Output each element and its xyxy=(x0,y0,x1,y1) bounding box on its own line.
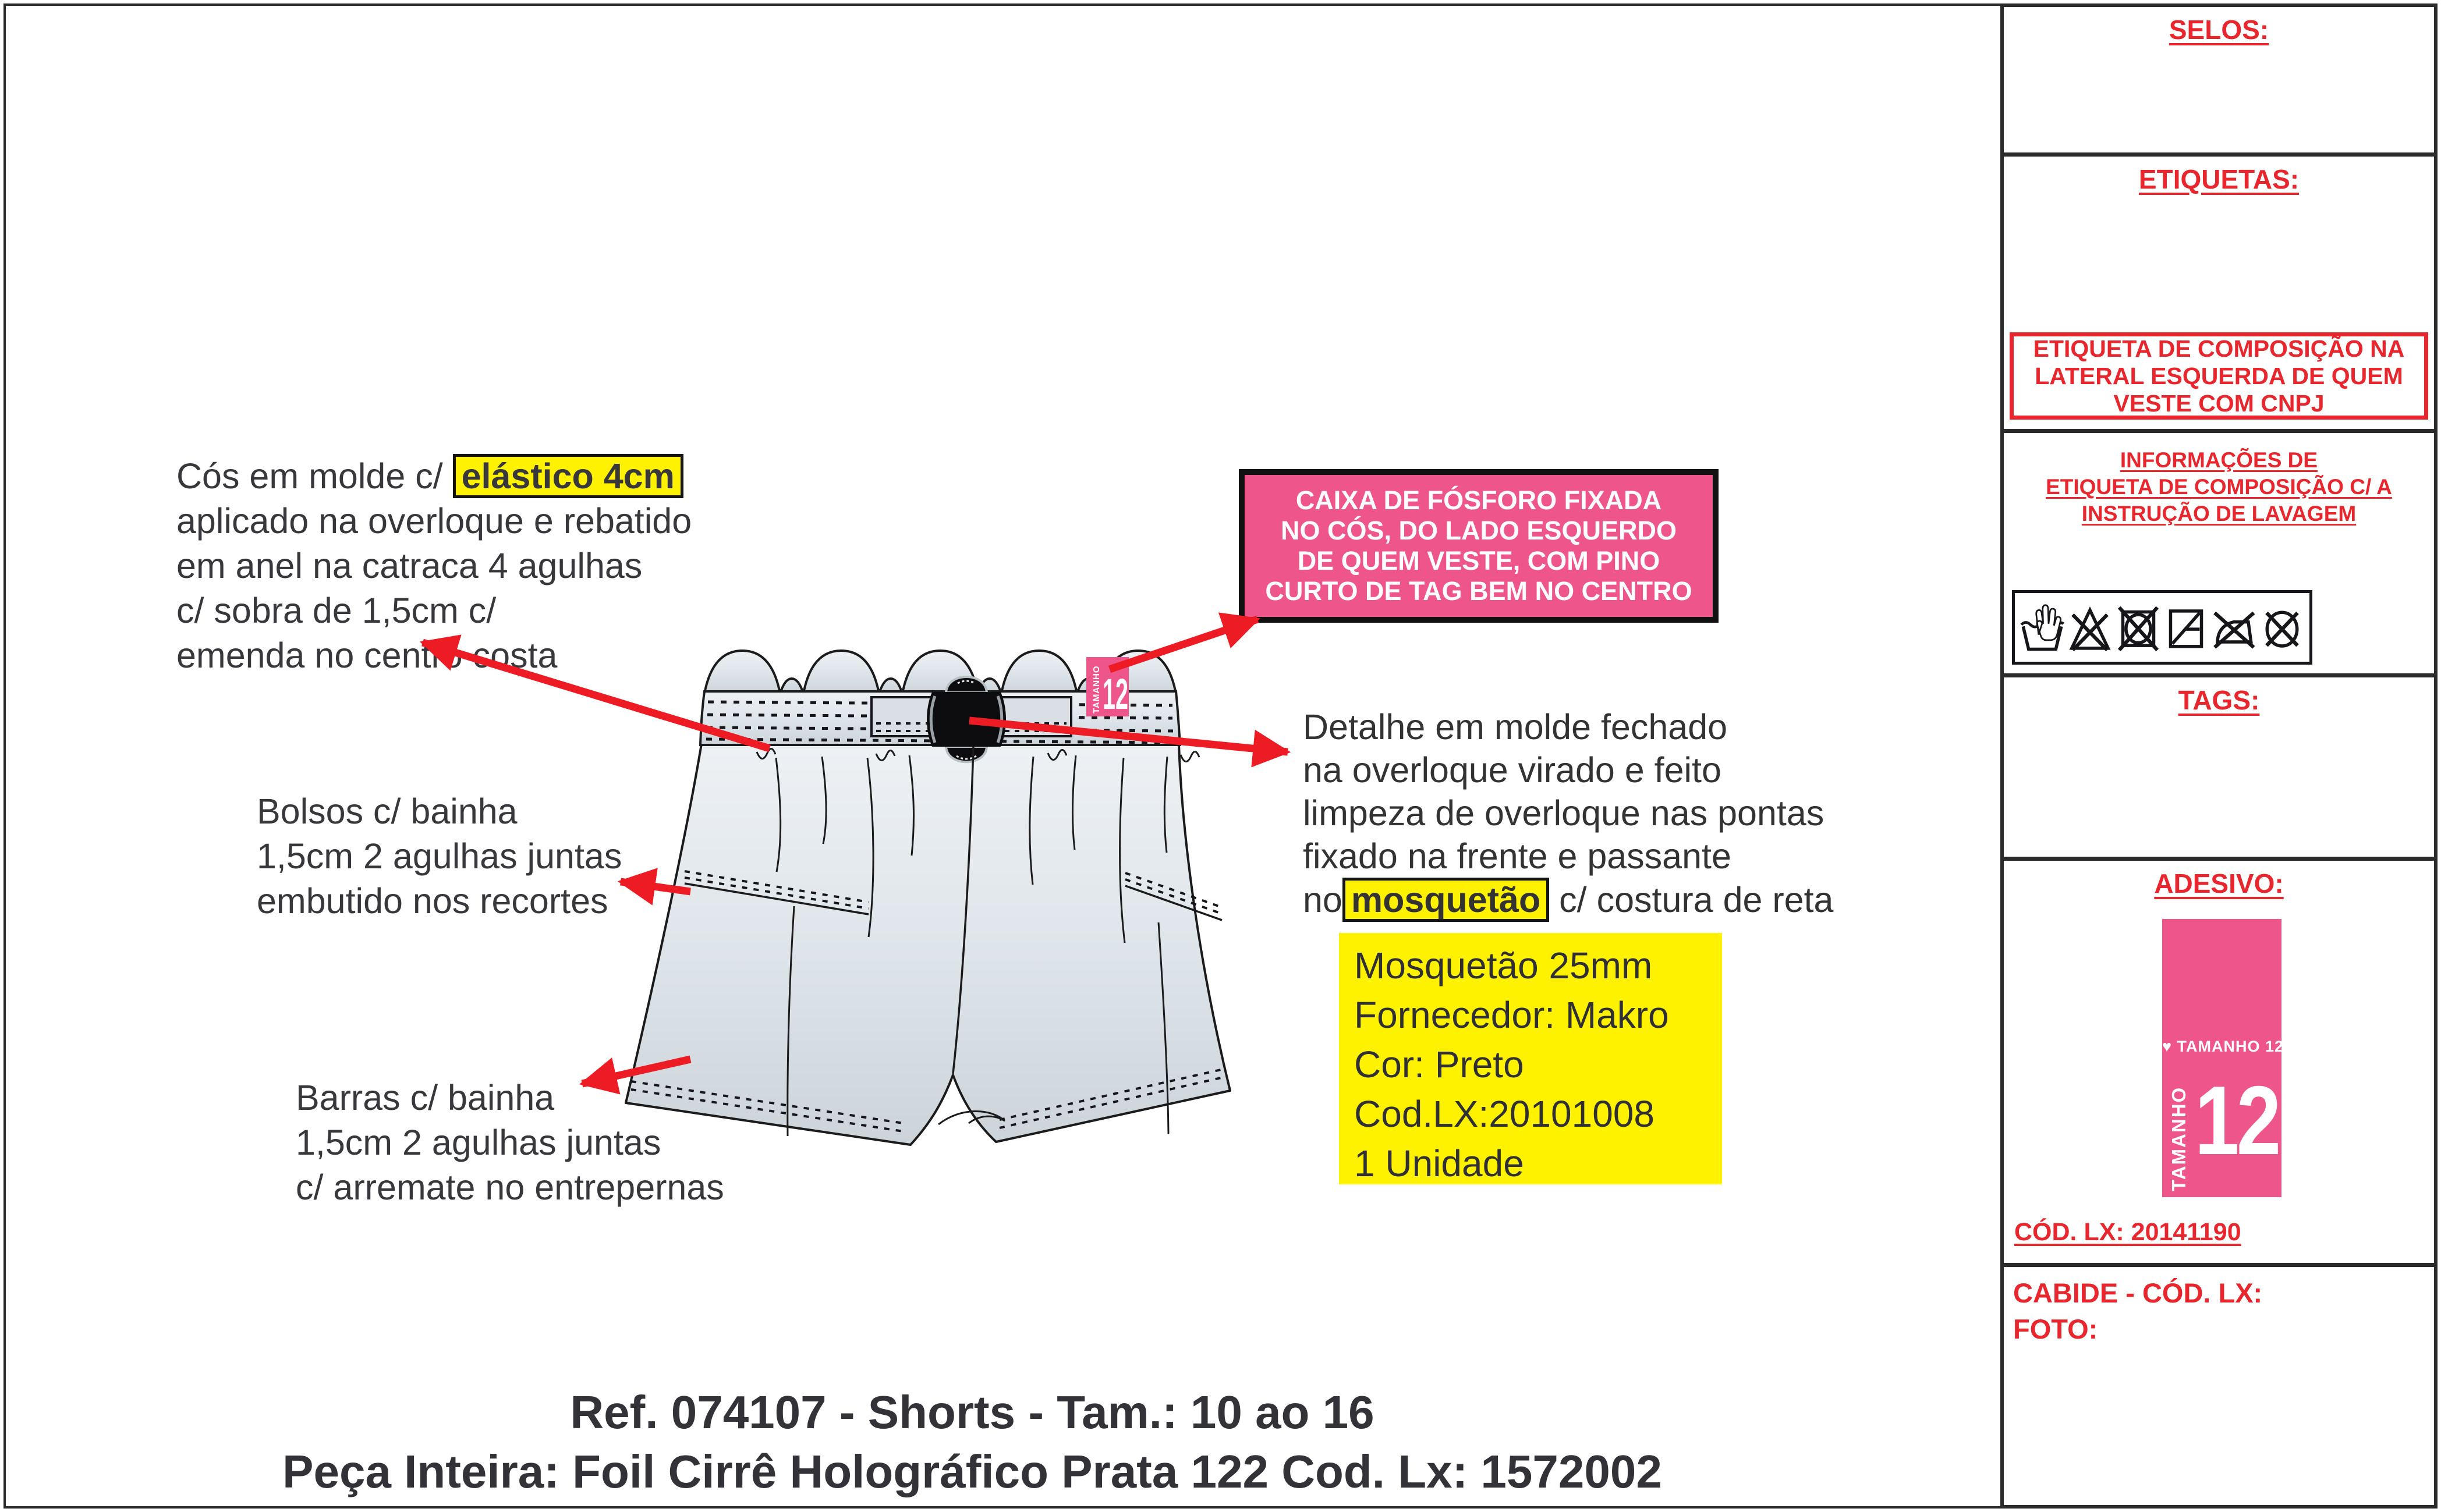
tags-title: TAGS: xyxy=(2178,685,2260,715)
annotation-line: na overloque virado e feito xyxy=(1303,750,1721,790)
annotation-buckle-detail xyxy=(1303,705,1833,922)
hardware-line: Cod.LX:20101008 xyxy=(1354,1093,1655,1135)
annotation-line: em anel na catraca 4 agulhas xyxy=(176,546,643,585)
sidebar-section-adesivo xyxy=(2004,861,2434,1267)
hardware-line: Fornecedor: Makro xyxy=(1354,994,1669,1036)
care-info-line: ETIQUETA DE COMPOSIÇÃO C/ A xyxy=(2046,475,2392,499)
sidebar xyxy=(2000,3,2438,1509)
sidebar-section-tags xyxy=(2004,677,2434,861)
do-not-dry-clean-icon xyxy=(2259,597,2305,658)
matchbox-line: CURTO DE TAG BEM NO CENTRO xyxy=(1265,576,1692,606)
hardware-spec-box xyxy=(1339,933,1722,1184)
mosquetao-highlight: mosquetão xyxy=(1342,878,1549,922)
size-tag-number: 12 xyxy=(1103,670,1128,718)
sidebar-section-care xyxy=(2004,433,2434,677)
annotation-line: Barras c/ bainha xyxy=(296,1078,555,1117)
adesivo-vertical-label: TAMANHO xyxy=(2168,1086,2190,1191)
annotation-line: Detalhe em molde fechado xyxy=(1303,707,1728,747)
composition-line: LATERAL ESQUERDA DE QUEM xyxy=(2035,362,2403,389)
adesivo-heart-line xyxy=(2162,1038,2299,1056)
adesivo-label: TAMANHO 12 xyxy=(2177,1038,2284,1055)
matchbox-line: DE QUEM VESTE, COM PINO xyxy=(1297,546,1660,576)
care-symbols-box xyxy=(2012,590,2312,665)
matchbox-line: CAIXA DE FÓSFORO FIXADA xyxy=(1295,485,1662,515)
footer-ref-line: Ref. 074107 - Shorts - Tam.: 10 ao 16 xyxy=(570,1386,1374,1438)
sidebar-section-cabide xyxy=(2004,1267,2434,1505)
hand-wash-icon xyxy=(2020,597,2065,658)
composition-note-box xyxy=(2010,332,2428,420)
composition-line: ETIQUETA DE COMPOSIÇÃO NA xyxy=(2033,335,2405,362)
annotation-line: aplicado na overloque e rebatido xyxy=(176,501,692,541)
annotation-line: 1,5cm 2 agulhas juntas xyxy=(296,1123,661,1162)
annotation-hems xyxy=(296,1076,724,1210)
cod-lx-label: CÓD. LX: 20141190 xyxy=(2014,1218,2241,1246)
care-info-line: INSTRUÇÃO DE LAVAGEM xyxy=(2081,502,2357,526)
footer-material-line: Peça Inteira: Foil Cirrê Holográfico Prata 122 Cod. Lx: 1572002 xyxy=(282,1446,1662,1497)
cabide-label: CABIDE - CÓD. LX: xyxy=(2013,1277,2263,1308)
annotation-line: fixado na frente e passante xyxy=(1303,836,1731,876)
annotation-line: c/ arremate no entrepernas xyxy=(296,1167,724,1207)
annotation-line: emenda no centro costa xyxy=(176,636,558,675)
hardware-line: Cor: Preto xyxy=(1354,1044,1524,1085)
annotation-line: c/ sobra de 1,5cm c/ xyxy=(176,591,497,630)
hardware-line: Mosquetão 25mm xyxy=(1354,945,1653,986)
sidebar-section-selos xyxy=(2004,7,2434,157)
annotation-line: 1,5cm 2 agulhas juntas xyxy=(257,836,622,876)
annotation-waistband-prefix: Cós em molde c/ xyxy=(176,456,443,496)
matchbox-line: NO CÓS, DO LADO ESQUERDO xyxy=(1280,516,1677,545)
annotation-waistband xyxy=(176,454,692,678)
composition-line: VESTE COM CNPJ xyxy=(2113,389,2325,417)
annotation-line: c/ costura de reta xyxy=(1549,880,1834,920)
adesivo-size-number: 12 xyxy=(2195,1066,2279,1175)
do-not-tumble-dry-icon xyxy=(2116,597,2161,658)
foto-label: FOTO: xyxy=(2013,1314,2098,1344)
annotation-line: embutido nos recortes xyxy=(257,881,608,921)
care-info-line: INFORMAÇÕES DE xyxy=(2120,448,2318,472)
do-not-bleach-icon xyxy=(2067,597,2113,658)
do-not-iron-icon xyxy=(2211,597,2256,658)
sidebar-section-etiquetas xyxy=(2004,157,2434,433)
size-tag-vertical-label: TAMANHO xyxy=(1092,665,1101,714)
annotation-line: limpeza de overloque nas pontas xyxy=(1303,793,1824,833)
annotation-line: no xyxy=(1303,880,1342,920)
footer-title xyxy=(52,1383,1892,1502)
hardware-line: 1 Unidade xyxy=(1354,1142,1524,1184)
dry-in-shade-icon xyxy=(2163,597,2209,658)
annotation-line: Bolsos c/ bainha xyxy=(257,792,518,831)
annotation-pockets xyxy=(257,789,622,924)
matchbox-note xyxy=(1239,469,1719,623)
selos-title: SELOS: xyxy=(2169,15,2269,45)
adesivo-sticker xyxy=(2162,919,2299,1197)
heart-icon: ♥ xyxy=(2288,1038,2299,1055)
care-info-text xyxy=(2004,433,2434,527)
adesivo-title: ADESIVO: xyxy=(2154,868,2284,899)
size-tag xyxy=(1086,657,1129,718)
etiquetas-title: ETIQUETAS: xyxy=(2138,164,2300,194)
elastic-highlight: elástico 4cm xyxy=(453,454,683,498)
heart-icon: ♥ xyxy=(2162,1038,2173,1055)
